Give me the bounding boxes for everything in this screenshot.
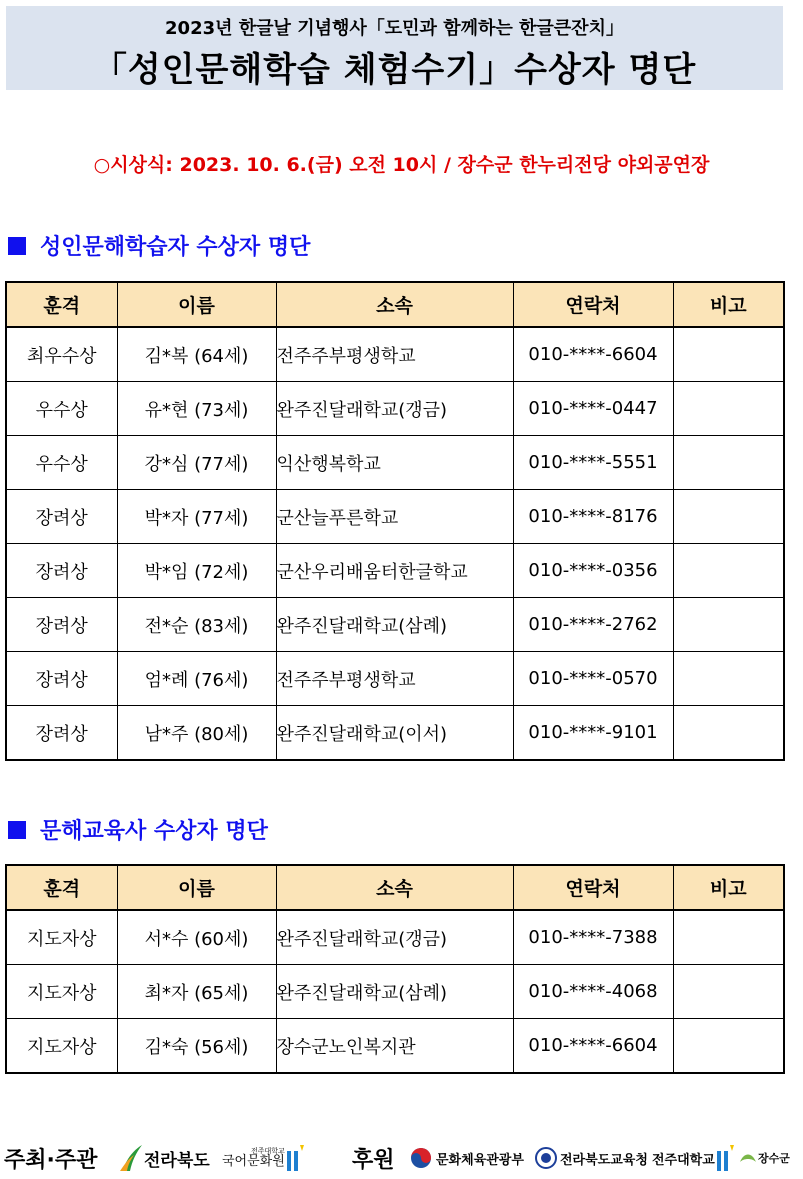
- table-row: [6, 436, 784, 490]
- award-cell: 장려상: [6, 598, 117, 652]
- section-title-text: 성인문해학습자 수상자 명단: [40, 235, 311, 260]
- name-cell: 전*순 (83세): [117, 598, 276, 652]
- jangsu-logo: 장수군: [738, 1138, 790, 1178]
- learners-table: [5, 281, 785, 761]
- col-header-note: 비고: [673, 282, 784, 327]
- org-cell: 전주주부평생학교: [276, 327, 513, 382]
- ceremony-info: ○시상식: 2023. 10. 6.(금) 오전 10시 / 장수군 한누리전당 야외공연장: [93, 154, 710, 176]
- org-cell: 전주주부평생학교: [276, 652, 513, 706]
- table-row: [6, 1019, 784, 1074]
- col-header-org: 소속: [276, 865, 513, 910]
- col-header-note: 비고: [673, 865, 784, 910]
- name-cell: 박*자 (77세): [117, 490, 276, 544]
- jeonju-univ-logo: 전주대학교: [652, 1138, 735, 1178]
- phone-cell: 010-****-0570: [513, 652, 673, 706]
- jeonju-univ-mark-icon: [715, 1143, 735, 1173]
- jeonju-univ-mark-icon: [285, 1143, 305, 1173]
- org-cell: 완주진달래학교(이서): [276, 706, 513, 761]
- page-title: 「성인문해학습 체험수기」수상자 명단: [92, 50, 697, 90]
- award-cell: 장려상: [6, 652, 117, 706]
- phone-cell: 010-****-6604: [513, 327, 673, 382]
- award-cell: 우수상: [6, 436, 117, 490]
- name-cell: 서*수 (60세): [117, 910, 276, 965]
- award-cell: 지도자상: [6, 965, 117, 1019]
- name-cell: 김*복 (64세): [117, 327, 276, 382]
- col-header-award: 훈격: [6, 282, 117, 327]
- phone-cell: 010-****-8176: [513, 490, 673, 544]
- jangsu-leaf-icon: [738, 1148, 758, 1168]
- table-row: [6, 706, 784, 761]
- note-cell: [673, 544, 784, 598]
- note-cell: [673, 598, 784, 652]
- note-cell: [673, 652, 784, 706]
- org-cell: 완주진달래학교(삼례): [276, 598, 513, 652]
- jeonbuk-logo: 전라북도: [118, 1138, 210, 1178]
- footer-logos: [0, 1138, 803, 1178]
- phone-cell: 010-****-5551: [513, 436, 673, 490]
- korean-language-center-logo: 전주대학교 국어문화원: [222, 1138, 305, 1178]
- col-header-phone: 연락처: [513, 865, 673, 910]
- event-subtitle: 2023년 한글날 기념행사「도민과 함께하는 한글큰잔치」: [165, 18, 624, 39]
- award-cell: 장려상: [6, 544, 117, 598]
- name-cell: 김*숙 (56세): [117, 1019, 276, 1074]
- col-header-org: 소속: [276, 282, 513, 327]
- name-cell: 엄*례 (76세): [117, 652, 276, 706]
- note-cell: [673, 436, 784, 490]
- col-header-name: 이름: [117, 865, 276, 910]
- org-cell: 익산행복학교: [276, 436, 513, 490]
- table-row: [6, 910, 784, 965]
- note-cell: [673, 706, 784, 761]
- award-cell: 지도자상: [6, 1019, 117, 1074]
- table-header-row: [6, 282, 784, 327]
- mcst-logo: 문화체육관광부: [410, 1138, 524, 1178]
- phone-cell: 010-****-0447: [513, 382, 673, 436]
- org-cell: 군산늘푸른학교: [276, 490, 513, 544]
- phone-cell: 010-****-7388: [513, 910, 673, 965]
- table-row: [6, 965, 784, 1019]
- sponsor-label: 후원: [352, 1147, 395, 1173]
- note-cell: [673, 327, 784, 382]
- name-cell: 최*자 (65세): [117, 965, 276, 1019]
- phone-cell: 010-****-0356: [513, 544, 673, 598]
- phone-cell: 010-****-9101: [513, 706, 673, 761]
- note-cell: [673, 910, 784, 965]
- note-cell: [673, 1019, 784, 1074]
- table-row: [6, 598, 784, 652]
- org-cell: 군산우리배움터한글학교: [276, 544, 513, 598]
- note-cell: [673, 965, 784, 1019]
- name-cell: 박*임 (72세): [117, 544, 276, 598]
- award-cell: 장려상: [6, 490, 117, 544]
- org-cell: 완주진달래학교(갱금): [276, 910, 513, 965]
- col-header-award: 훈격: [6, 865, 117, 910]
- square-bullet-icon: [8, 821, 26, 839]
- award-cell: 우수상: [6, 382, 117, 436]
- col-header-name: 이름: [117, 282, 276, 327]
- award-cell: 장려상: [6, 706, 117, 761]
- jeonbuk-logo-icon: [118, 1143, 144, 1173]
- note-cell: [673, 382, 784, 436]
- education-office-logo: 전라북도교육청: [535, 1138, 648, 1178]
- table-row: [6, 327, 784, 382]
- org-cell: 장수군노인복지관: [276, 1019, 513, 1074]
- square-bullet-icon: [8, 237, 26, 255]
- col-header-phone: 연락처: [513, 282, 673, 327]
- name-cell: 남*주 (80세): [117, 706, 276, 761]
- title-banner: [6, 6, 783, 90]
- section-title-learners: [8, 230, 310, 261]
- section-title-text: 문해교육사 수상자 명단: [40, 819, 268, 844]
- phone-cell: 010-****-6604: [513, 1019, 673, 1074]
- award-cell: 지도자상: [6, 910, 117, 965]
- section-title-teachers: [8, 814, 268, 845]
- table-row: [6, 382, 784, 436]
- table-row: [6, 544, 784, 598]
- teachers-table: [5, 864, 785, 1074]
- table-row: [6, 652, 784, 706]
- org-cell: 완주진달래학교(삼례): [276, 965, 513, 1019]
- table-header-row: [6, 865, 784, 910]
- name-cell: 유*현 (73세): [117, 382, 276, 436]
- taegeuk-icon: [410, 1147, 432, 1169]
- host-label: 주최·주관: [4, 1147, 98, 1173]
- phone-cell: 010-****-4068: [513, 965, 673, 1019]
- note-cell: [673, 490, 784, 544]
- name-cell: 강*심 (77세): [117, 436, 276, 490]
- org-cell: 완주진달래학교(갱금): [276, 382, 513, 436]
- award-cell: 최우수상: [6, 327, 117, 382]
- table-row: [6, 490, 784, 544]
- phone-cell: 010-****-2762: [513, 598, 673, 652]
- education-office-emblem-icon: [535, 1147, 557, 1169]
